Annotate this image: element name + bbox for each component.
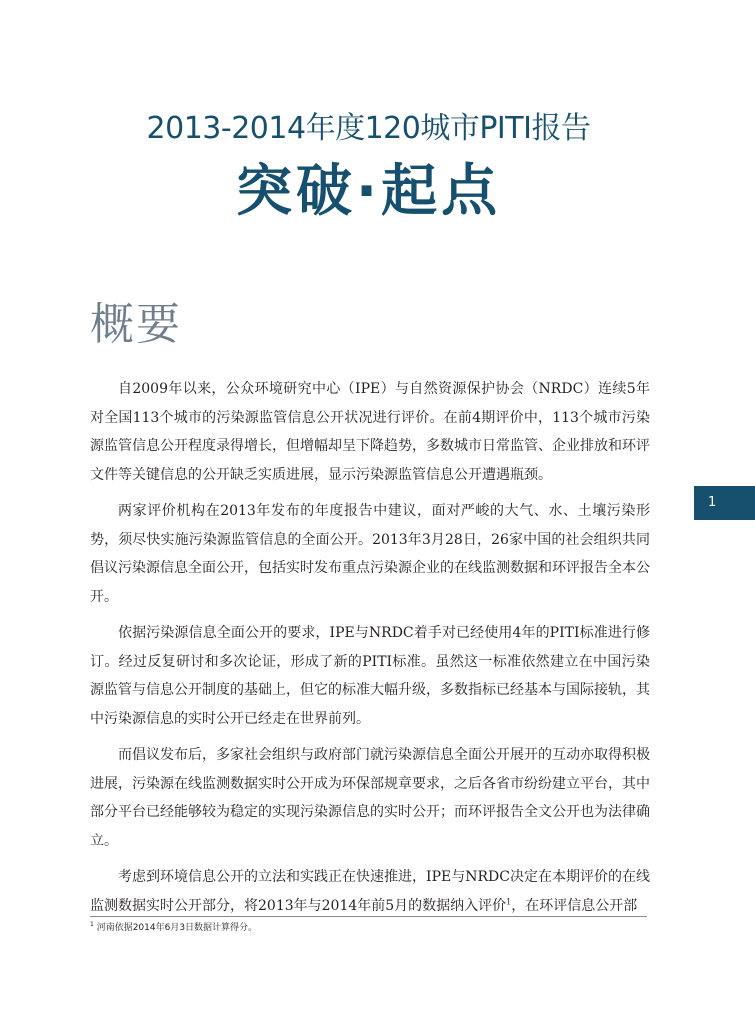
footnote-reference: 1: [506, 896, 512, 906]
paragraph-2: 两家评价机构在2013年发布的年度报告中建议，面对严峻的大气、水、土壤污染形势，须尽快实施污染源监管信息的全面公开。2013年3月28日，26家中国的社会组织共同倡议污染源信息全面公开，包括实时发布重点污染源企业的在线监测数据和环评报告全本公开。: [90, 503, 650, 605]
paragraph-5-continuation: ，在环评信息公开部: [511, 897, 638, 914]
paragraph-4: 而倡议发布后，多家社会组织与政府部门就污染源信息全面公开展开的互动亦取得积极进展，污染源在线监测数据实时公开成为环保部规章要求，之后各省市纷纷建立平台，其中部分平台已经能够较为稳定的实现污染源信息的实时公开；而环评报告全文公开也为法律确立。: [90, 747, 650, 849]
footnote: [90, 920, 257, 933]
footnote-text: 河南依据2014年6月3日数据计算得分。: [96, 923, 258, 933]
paragraph-3: 依据污染源信息全面公开的要求，IPE与NRDC着手对已经使用4年的PITI标准进行修订。经过反复研讨和多次论证，形成了新的PITI标准。虽然这一标准依然建立在中国污染源监管与信息公开制度的基础上，但它的标准大幅升级，多数指标已经基本与国际接轨，其中污染源信息的实时公开已经走在世界前列。: [90, 625, 650, 727]
page-number-tab: 1: [694, 486, 755, 520]
body-text: [90, 375, 650, 928]
report-title: 突破·起点: [235, 159, 502, 224]
footnote-divider: [90, 916, 647, 917]
report-subtitle: 2013-2014年度120城市PITI报告: [146, 111, 591, 146]
footnote-marker: 1: [90, 921, 94, 928]
paragraph-5-text: 考虑到环境信息公开的立法和实践正在快速推进，IPE与NRDC决定在本期评价的在线监测数据实时公开部分，将2013年与2014年前5月的数据纳入评价: [90, 869, 650, 914]
paragraph-1: 自2009年以来，公众环境研究中心（IPE）与自然资源保护协会（NRDC）连续5年对全国113个城市的污染源监管信息公开状况进行评价。在前4期评价中，113个城市污染源监管信息公开程度录得增长，但增幅却呈下降趋势，多数城市日常监管、企业排放和环评文件等关键信息的公开缺乏实质进展，显示污染源监管信息公开遭遇瓶颈。: [90, 381, 650, 483]
paragraph-5: [90, 863, 650, 920]
section-heading: 概要: [90, 299, 182, 350]
